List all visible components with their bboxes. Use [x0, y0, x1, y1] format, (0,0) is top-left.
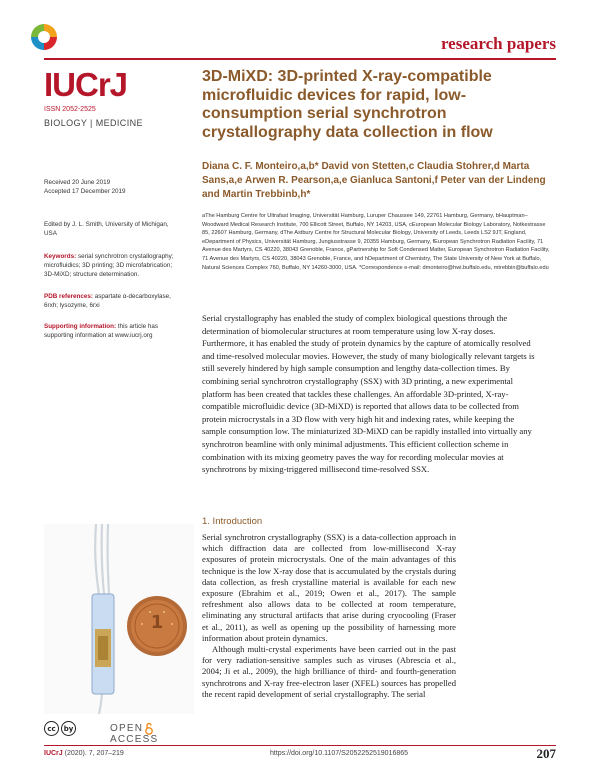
svg-text:1: 1 — [150, 612, 164, 633]
pdb-label: PDB references: — [44, 293, 93, 300]
subject-area: BIOLOGY | MEDICINE — [44, 118, 143, 128]
footer-rule — [44, 745, 556, 746]
device-photo — [44, 524, 194, 714]
footer-volume: (2020). 7, 207–219 — [64, 750, 124, 757]
section-heading: 1. Introduction — [202, 516, 263, 527]
footer-citation — [44, 750, 124, 757]
supporting-information — [44, 322, 182, 340]
iucr-logo-icon — [31, 24, 57, 50]
open-lock-icon — [144, 722, 154, 735]
author-list: Diana C. F. Monteiro,a,b* David von Stetten,c Claudia Stohrer,d Marta Sans,a,e Arwen R. Pearson,a,e Gianluca Santoni,f Peter van der Lindeng and Martin Trebbinb,h* — [202, 161, 546, 200]
keywords-label: Keywords: — [44, 253, 77, 260]
received-date: Received 20 June 2019 — [44, 179, 111, 186]
pdb-references — [44, 292, 182, 310]
accepted-date: Accepted 17 December 2019 — [44, 188, 126, 195]
abstract: Serial crystallography has enabled the study of complex biological questions through the determination of biomolecular structures at room temperature using low X-ray doses. Furthermore, it has enabled the study of protein dynamics by the capture of atomically resolved and time-resolved molecular movies. However, the study of many biologically relevant targets is still severely hindered by high sample consumption and lengthy data-collection times. By combining serial synchrotron crystallography (SSX) with 3D printing, a new experimental platform has been created that tackles these challenges. An affordable 3D-printed, X-ray-compatible microfluidic device (3D-MiXD) is reported that allows data to be collected from protein microcrystals in a 3D flow with very high hit and indexing rates, while keeping the sample consumption low. The miniaturized 3D-MiXD can be rapidly installed into virtually any synchrotron beamline with only minimal adjustments. This efficient collection scheme in combination with its mixing geometry paves the way for recording molecular movies at synchrotrons by mixing-triggered millisecond time-resolved SSX. — [202, 313, 535, 475]
introduction-body — [202, 532, 456, 700]
supporting-label: Supporting information: — [44, 323, 117, 330]
journal-logo: IUCrJ — [44, 66, 128, 103]
coin-image — [127, 596, 187, 656]
by-icon: by — [61, 721, 76, 736]
section-label: research papers — [440, 34, 556, 53]
paragraph: Although multi-crystal experiments have been carried out in the past for very radiation-sensitive samples such as viruses (Abrescia et al., 2004; Ji et al., 2009), the high brilliance of third- and fourth-generation synchrotrons and X-ray free-electron laser (XFEL) sources has propelled the recent rapid development of serial crystallography. The serial — [202, 644, 456, 699]
article-title: 3D-MiXD: 3D-printed X-ray-compatible microfluidic devices for rapid, low-consumption serial synchrotron crystallography data collection in flow — [202, 68, 493, 141]
cc-icon: cc — [44, 721, 59, 736]
footer-journal: IUCrJ — [44, 750, 63, 757]
license-block — [44, 721, 194, 745]
keywords-text: serial synchrotron crystallography; microfluidics; 3D printing; 3D microfabrication; 3D-MiXD; structure determination. — [44, 253, 174, 278]
editor-note: Edited by J. L. Smith, University of Michigan, USA — [44, 221, 169, 237]
paragraph: Serial synchrotron crystallography (SSX) is a data-collection approach in which diffraction data are collected from low-millisecond X-ray exposures of protein microcrystals. One of the main advantages of this technique is the low X-ray dose that is accumulated by the crystals during data collection, as fresh crystalline material is available for each new exposure (Ebrahim et al., 2019; Owen et al., 2017). The sample refreshment also allows data to be collected at room temperature, eliminating any structural artifacts that arise during cryocooling (Fraser et al., 2011), as well as opening up the possibility of harnessing more information about protein dynamics. — [202, 532, 456, 643]
cc-license-icon[interactable] — [44, 721, 104, 737]
open-access-label: OPEN ACCESS — [110, 723, 159, 745]
page-number: 207 — [536, 746, 556, 761]
affiliations: aThe Hamburg Centre for Ultrafast Imaging, Universität Hamburg, Luruper Chaussee 149, 22761 Hamburg, Germany, bHauptman–Woodward Medical Research Institute, 700 Ellicott Street, Buffalo, NY 14203, USA, cEuropean Molecular Biology Laboratory, Notkestrasse 85, 22607 Hamburg, Germany, dThe Astbury Centre for Structural Molecular Biology, University of Leeds, Leeds LS2 9JT, England, eDepartment of Physics, Universität Hamburg, Jungiusstrasse 9, 20355 Hamburg, Germany, fEuropean Synchrotron Radiation Facility, 71 Avenue des Martyrs, CS 40220, 38043 Grenoble, France, gPartnership for Soft Condensed Matter, European Synchrotron Radiation Facility, 71 Avenue des Martyrs, CS 40220, 38043 Grenoble, France, and hDepartment of Chemistry, The State University of New York at Buffalo, Natural Sciences Complex 760, Buffalo, NY 14260-3000, USA. *Correspondence e-mail: dmonteiro@hwi.buffalo.edu, mtrebbin@buffalo.edu — [202, 213, 550, 271]
issn: ISSN 2052-2525 — [44, 106, 96, 113]
footer-doi[interactable]: https://doi.org/10.1107/S2052252519016865 — [270, 750, 409, 757]
keywords — [44, 252, 182, 279]
header-rule — [44, 58, 556, 60]
pdb-text: aspartate α-decarboxylase, 6rxh; lysozyme, 6rxi — [44, 293, 171, 309]
supporting-text[interactable]: this article has supporting information at www.iucrj.org — [44, 323, 159, 339]
